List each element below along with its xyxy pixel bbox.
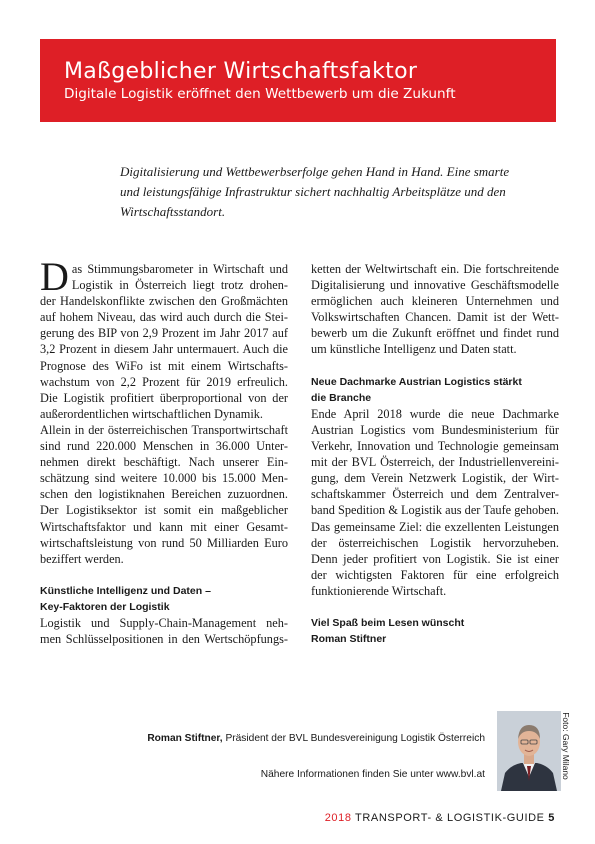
body-line: wirtschaftsleistung von rund 50 Milliarden Euro <box>40 535 288 550</box>
article-column-right <box>311 261 559 647</box>
body-line: Denn jeder profitiert von Logistik. Sie ist einer <box>311 551 559 566</box>
intro-lead <box>120 162 520 222</box>
section-heading: Neue Dachmarke Austrian Logistics stärkt <box>311 375 522 388</box>
body-line: Der Logistiksektor ist somit ein maßgeblicher <box>40 503 288 518</box>
body-line: Volkswirtschaften Chancen. Damit ist der Wett- <box>311 310 559 325</box>
body-line: men Schlüsselpositionen in den Wertschöpfungs- <box>40 632 288 647</box>
body-line: schen den logistiknahen Bereichen zuzuordnen. <box>40 487 288 502</box>
body-line: mit der BVL Österreich, der Industriellenvereini- <box>311 455 559 470</box>
author-name: Roman Stiftner, <box>147 733 223 744</box>
page-subtitle: Digitale Logistik eröffnet den Wettbewerb um die Zukunft <box>64 86 456 102</box>
body-line: wachstum von 2,2 Prozent für 2019 erfreulich. <box>40 374 288 389</box>
portrait-image <box>497 711 561 791</box>
body-line: auf hohem Niveau, das wird auch durch die Stei- <box>40 310 288 325</box>
body-line: Austrian Logistics vom Bundesministerium für <box>311 422 559 437</box>
section-heading: Künstliche Intelligenz und Daten – <box>40 584 211 597</box>
body-line: schätzung sind weitere 10.000 bis 15.000 Men- <box>40 471 288 486</box>
body-line: as Stimmungsbarometer in Wirtschaft und <box>71 262 288 276</box>
body-line: beziffert werden. <box>40 551 124 566</box>
header-banner <box>40 39 556 122</box>
body-line: gerung des BIP von 2,9 Prozent im Jahr 2017 auf <box>40 326 288 341</box>
author-role: Präsident der BVL Bundesvereinigung Logistik Österreich <box>222 733 485 744</box>
section-heading: die Branche <box>311 391 372 404</box>
body-line: bewerb um die Zukunft eröffnet und findet rund <box>311 326 559 341</box>
body-line: nehmen direkt beschäftigt. Nach unserer Ein- <box>40 455 288 470</box>
body-line: der österreichischen Logistik hervorzuheben. <box>311 535 559 550</box>
body-line: Ende April 2018 wurde die neue Dachmarke <box>311 406 559 421</box>
body-line: sind rund 220.000 Menschen in 36.000 Unter- <box>40 439 288 454</box>
body-line: 3,2 Prozent in diesem Jahr untermauert. Auch die <box>40 342 288 357</box>
author-credit <box>147 733 485 744</box>
page-title: Maßgeblicher Wirtschaftsfaktor <box>64 59 418 84</box>
body-line: funktionierende Wirtschaft. <box>311 583 447 598</box>
body-line: Die Logistik profitiert überproportional von der <box>40 390 288 405</box>
footer-title: TRANSPORT- & LOGISTIK-GUIDE <box>351 812 549 824</box>
page-footer <box>325 812 555 824</box>
body-line: band Spedition & Logistik aus der Taufe gehoben. <box>311 503 559 518</box>
drop-cap: D <box>40 254 69 299</box>
body-line: Logistik und Supply-Chain-Management neh- <box>40 616 288 631</box>
intro-line: und leistungsfähige Infrastruktur sichert nachhaltig Arbeitsplätze und den <box>120 184 506 199</box>
footer-year: 2018 <box>324 812 352 824</box>
more-info: Nähere Informationen finden Sie unter www.bvl.at <box>260 769 485 780</box>
article-column-left <box>40 254 288 647</box>
section-heading: Key-Faktoren der Logistik <box>40 600 170 613</box>
body-line: schaftskammer Österreich und dem Zentralver- <box>311 487 559 502</box>
body-line: Prognose des WiFo ist mit einem Wirtschafts- <box>40 358 288 373</box>
page-number: 5 <box>548 812 555 824</box>
author-photo <box>497 711 561 791</box>
closing-line: Viel Spaß beim Lesen wünscht <box>311 617 465 630</box>
photo-credit-text: Foto: Gary Milano <box>561 712 571 780</box>
body-line: Verkehr, Innovation und Technologie gemeinsam <box>311 439 559 454</box>
body-line: ermöglichen auch kleineren Unternehmen und <box>311 294 559 309</box>
intro-line: Digitalisierung und Wettbewerbserfolge gehen Hand in Hand. Eine smarte <box>120 164 510 179</box>
body-line: Wirtschaftsfaktor und kann mit einer Gesamt- <box>40 519 288 534</box>
body-line: der Handelskonflikte zwischen den Großmächten <box>40 294 288 309</box>
body-line: gung, dem Verein Netzwerk Logistik, der Wirt- <box>311 471 559 486</box>
body-line: Logistik in Österreich liegt trotz drohen- <box>71 278 288 293</box>
body-line: ketten der Weltwirtschaft ein. Die fortschreitende <box>311 262 559 276</box>
body-line: Das gemeinsame Ziel: die exzellenten Leistungen <box>311 519 559 534</box>
body-line: um künstliche Intelligenz und Daten statt. <box>311 342 517 357</box>
body-line: Allein in der österreichischen Transportwirtschaft <box>40 422 288 437</box>
body-line: Digitalisierung und innovative Geschäftsmodelle <box>311 278 559 293</box>
signature-name: Roman Stiftner <box>311 633 387 646</box>
intro-line: Wirtschaftsstandort. <box>120 204 226 219</box>
body-line: der wichtigsten Faktoren für eine erfolgreich <box>311 567 559 582</box>
body-line: außerordentlichen wirtschaftlichen Dynamik. <box>40 406 263 421</box>
